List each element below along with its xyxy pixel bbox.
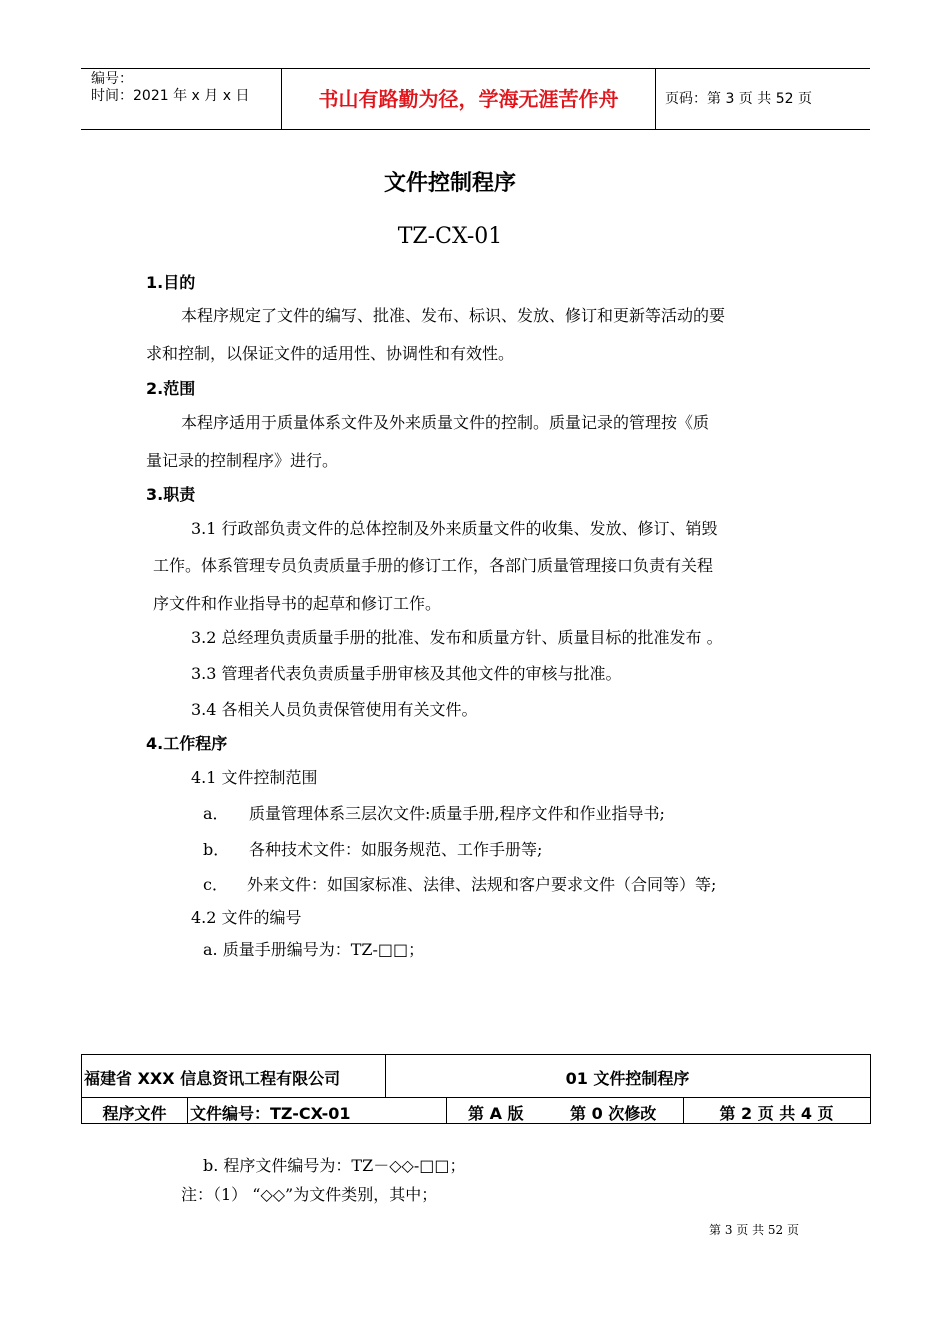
paragraph-line: 求和控制，以保证文件的适用性、协调性和有效性。: [146, 344, 515, 363]
list-marker: a．: [203, 804, 229, 823]
doc-title: 文件控制程序: [383, 171, 516, 196]
section-heading: 2.范围: [146, 379, 196, 398]
list-item: 外来文件：如国家标准、法律、法规和客户要求文件（合同等）等;: [247, 875, 717, 894]
paragraph-line: 3.4 各相关人员负责保管使用有关文件。: [191, 700, 478, 719]
doc-type-cell: 程序文件: [102, 1104, 167, 1123]
list-marker: b．: [203, 840, 230, 859]
header-meta: [91, 71, 249, 105]
header-motto: 书山有路勤为径，学海无涯苦作舟: [318, 87, 619, 111]
paragraph-line: 3.1 行政部负责文件的总体控制及外来质量文件的收集、发放、修订、销毁: [191, 519, 718, 538]
paragraph-line: 序文件和作业指导书的起草和修订工作。: [153, 594, 442, 613]
header-page-info: 页码：第 3 页 共 52 页: [665, 91, 812, 107]
doc-code: TZ-CX-01: [397, 224, 503, 249]
table-rule: [446, 1097, 447, 1123]
doc-number-cell: 文件编号：TZ-CX-01: [190, 1104, 351, 1123]
list-item: a. 质量手册编号为：TZ-□□；: [203, 940, 425, 959]
paragraph-line: 量记录的控制程序》进行。: [146, 451, 339, 470]
paragraph-line: 4.2 文件的编号: [191, 908, 302, 927]
paragraph-line: 本程序规定了文件的编写、批准、发布、标识、发放、修订和更新等活动的要: [181, 306, 726, 325]
table-rule: [82, 1097, 870, 1098]
paragraph-line: 3.3 管理者代表负责质量手册审核及其他文件的审核与批准。: [191, 664, 622, 683]
number-label: 编号：: [91, 71, 133, 87]
paragraph-line: 本程序适用于质量体系文件及外来质量文件的控制。质量记录的管理按《质: [181, 413, 710, 432]
table-rule: [187, 1097, 188, 1123]
header-divider: [655, 69, 656, 129]
page-footer: 第 3 页 共 52 页: [709, 1223, 799, 1237]
paragraph-line: 工作。体系管理专员负责质量手册的修订工作，各部门质量管理接口负责有关程: [153, 556, 714, 575]
edition-cell: 第 A 版: [468, 1104, 524, 1123]
page-header: [81, 68, 870, 130]
table-page-cell: 第 2 页 共 4 页: [719, 1104, 834, 1123]
list-item: b. 程序文件编号为：TZ－◇◇-□□；: [203, 1156, 466, 1175]
list-item: 各种技术文件：如服务规范、工作手册等;: [249, 840, 543, 859]
list-item: 质量管理体系三层次文件:质量手册,程序文件和作业指导书;: [249, 804, 665, 823]
doc-name-cell: 01 文件控制程序: [565, 1069, 690, 1088]
list-marker: c．: [203, 875, 228, 894]
company-name: 福建省 XXX 信息资讯工程有限公司: [84, 1069, 341, 1088]
section-heading: 3.职责: [146, 485, 196, 504]
section-heading: 1.目的: [146, 273, 196, 292]
revision-cell: 第 0 次修改: [570, 1104, 657, 1123]
paragraph-line: 4.1 文件控制范围: [191, 768, 318, 787]
section-heading: 4.工作程序: [146, 734, 228, 753]
paragraph-line: 3.2 总经理负责质量手册的批准、发布和质量方针、质量目标的批准发布 。: [191, 628, 723, 647]
note-line: 注：（1） “◇◇”为文件类别，其中；: [181, 1185, 438, 1204]
doc-info-table: [81, 1054, 871, 1124]
date-label: 时间：2021 年 x 月 x 日: [91, 88, 250, 104]
